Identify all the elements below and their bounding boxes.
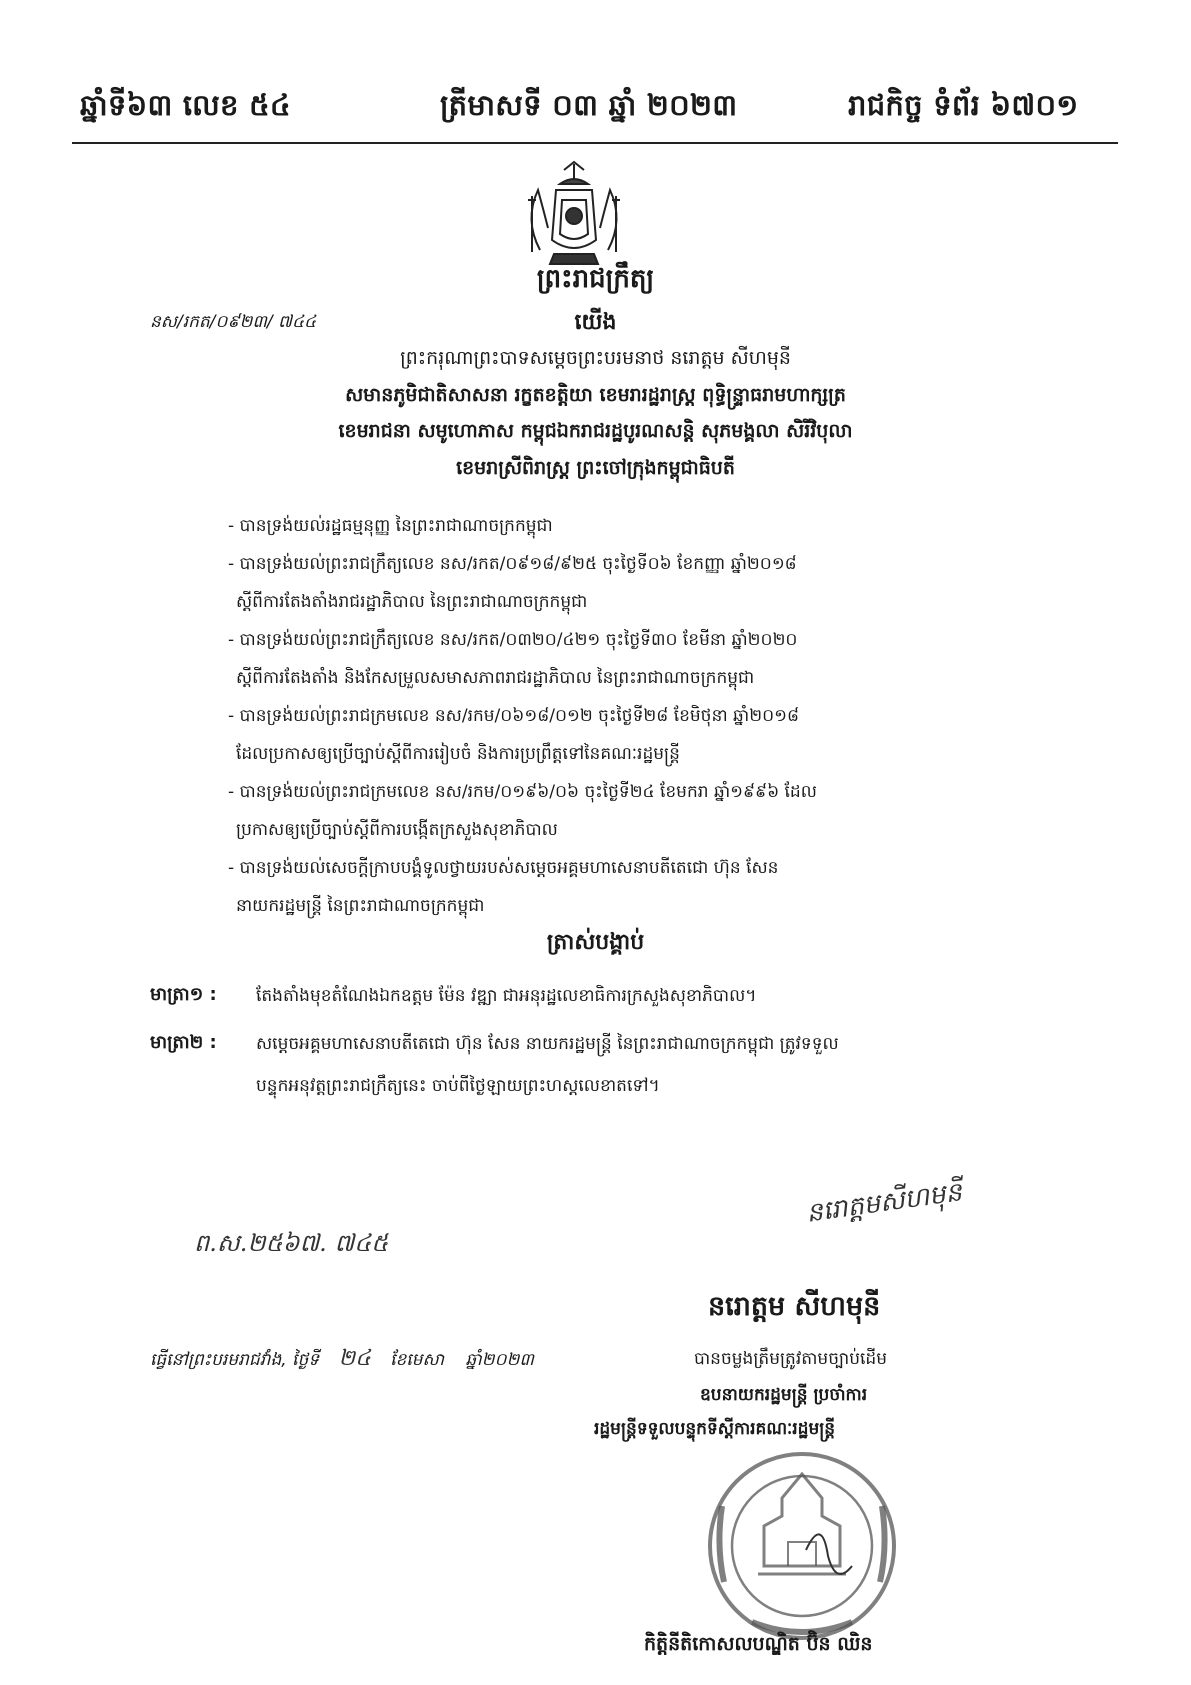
handwritten-reference: ព.ស.២៥៦៧. ៧៤៥ — [194, 1229, 389, 1257]
preamble-4-line-2: ដែលប្រកាសឲ្យប្រើច្បាប់ស្តីពីការរៀបចំ និងការប្រព្រឹត្តទៅនៃគណៈរដ្ឋមន្ត្រី — [236, 744, 680, 764]
preamble-1-line-1: - បានទ្រង់យល់រដ្ឋធម្មនុញ្ញ នៃព្រះរាជាណាចក្រកម្ពុជា — [228, 516, 553, 536]
gazette-year-number: ឆ្នាំទី៦៣ លេខ ៥៤ — [80, 88, 291, 122]
article-2-text-line-1: សម្តេចអគ្គមហាសេនាបតីតេជោ ហ៊ុន សែន នាយករដ្ឋមន្ត្រី នៃព្រះរាជាណាចក្រកម្ពុជា ត្រូវទទួល — [256, 1034, 839, 1054]
preamble-4-line-1: - បានទ្រង់យល់ព្រះរាជក្រមលេខ នស/រកម/០៦១៨/០១២ ចុះថ្ងៃទី២៨ ខែមិថុនា ឆ្នាំ២០១៨ — [228, 706, 800, 726]
certified-copy-line: បានចម្លងត្រឹមត្រូវតាមច្បាប់ដើម — [694, 1349, 887, 1369]
royal-coat-of-arms — [514, 160, 634, 268]
article-1-label: មាត្រា១ : — [150, 984, 217, 1005]
minister-title-line: រដ្ឋមន្ត្រីទទួលបន្ទុកទីស្តីការគណៈរដ្ឋមន្ត្រី — [594, 1419, 836, 1439]
gazette-quarter: ត្រីមាសទី ០៣ ឆ្នាំ ២០២៣ — [440, 88, 738, 122]
date-line — [150, 1344, 534, 1376]
date-month: ខែមេសា — [390, 1350, 445, 1370]
king-title-line-2: សមានភូមិជាតិសាសនា រក្ខតខត្តិយា ខេមរារដ្ឋរាស្ត្រ ពុទ្ធិន្ទ្រាធរាមហាក្សត្រ — [345, 384, 846, 406]
decree-heading: ត្រាស់បង្គាប់ — [546, 930, 645, 955]
article-1-text: តែងតាំងមុខតំណែងឯកឧត្តម ម៉ែន វឌ្ឍា ជាអនុរដ្ឋលេខាធិការក្រសួងសុខាភិបាល។ — [256, 986, 757, 1006]
deputy-pm-line: ឧបនាយករដ្ឋមន្ត្រី ប្រចាំការ — [700, 1385, 868, 1405]
gazette-page: រាជកិច្ច ទំព័រ ៦៧០១ — [848, 88, 1079, 122]
decree-reference-number: នស/រកត/០៩២៣/ ៧៤៤ — [150, 312, 317, 332]
decree-title: ព្រះរាជក្រឹត្យ — [536, 264, 655, 294]
preamble-2-line-2: ស្តីពីការតែងតាំងរាជរដ្ឋាភិបាល នៃព្រះរាជាណាចក្រកម្ពុជា — [236, 592, 588, 612]
royal-signature: នរោត្តមសីហមុនី — [804, 1177, 964, 1229]
preamble-3-line-1: - បានទ្រង់យល់ព្រះរាជក្រឹត្យលេខ នស/រកត/០៣២០/៤២១ ចុះថ្ងៃទី៣០ ខែមីនា ឆ្នាំ២០២០ — [228, 630, 798, 650]
king-name: នរោត្តម សីហមុនី — [708, 1291, 881, 1322]
preamble-3-line-2: ស្តីពីការតែងតាំង និងកែសម្រួលសមាសភាពរាជរដ្ឋាភិបាល នៃព្រះរាជាណាចក្រកម្ពុជា — [236, 668, 755, 688]
decree-subtitle: យើង — [574, 310, 617, 335]
article-2-label: មាត្រា២ : — [150, 1032, 217, 1053]
king-title-line-4: ខេមរាស្រីពិរាស្ត្រ ព្រះចៅក្រុងកម្ពុជាធិបតី — [456, 457, 735, 479]
date-day: ២៤ — [338, 1346, 371, 1371]
minister-name: កិត្តិនីតិកោសលបណ្ឌិត ប៊ិន ឈិន — [644, 1633, 873, 1655]
preamble-2-line-1: - បានទ្រង់យល់ព្រះរាជក្រឹត្យលេខ នស/រកត/០៩១៨/៩២៥ ចុះថ្ងៃទី០៦ ខែកញ្ញា ឆ្នាំ២០១៨ — [228, 554, 797, 574]
header-divider — [72, 142, 1118, 144]
king-title-line-1: ព្រះករុណាព្រះបាទសម្តេចព្រះបរមនាថ នរោត្តម សីហមុនី — [400, 347, 791, 369]
preamble-6-line-1: - បានទ្រង់យល់សេចក្តីក្រាបបង្គំទូលថ្វាយរបស់សម្តេចអគ្គមហាសេនាបតីតេជោ ហ៊ុន សែន — [228, 858, 779, 878]
king-title-line-3: ខេមរាជនា សមូហោភាស កម្ពុជឯករាជរដ្ឋបូរណសន្តិ សុភមង្គលា សិរីវិបុលា — [338, 420, 853, 442]
date-prefix: ធ្វើនៅព្រះបរមរាជវាំង, ថ្ងៃទី — [150, 1350, 320, 1370]
article-2-text-line-2: បន្ទុកអនុវត្តព្រះរាជក្រឹត្យនេះ ចាប់ពីថ្ងៃឡាយព្រះហស្តលេខាតទៅ។ — [256, 1076, 660, 1096]
official-seal — [702, 1446, 902, 1646]
preamble-6-line-2: នាយករដ្ឋមន្ត្រី នៃព្រះរាជាណាចក្រកម្ពុជា — [236, 896, 485, 916]
date-year: ឆ្នាំ២០២៣ — [465, 1350, 534, 1370]
preamble-5-line-2: ប្រកាសឲ្យប្រើច្បាប់ស្តីពីការបង្កើតក្រសួងសុខាភិបាល — [236, 820, 558, 840]
preamble-5-line-1: - បានទ្រង់យល់ព្រះរាជក្រមលេខ នស/រកម/០១៩៦/០៦ ចុះថ្ងៃទី២៤ ខែមករា ឆ្នាំ១៩៩៦ ដែល — [228, 782, 817, 802]
